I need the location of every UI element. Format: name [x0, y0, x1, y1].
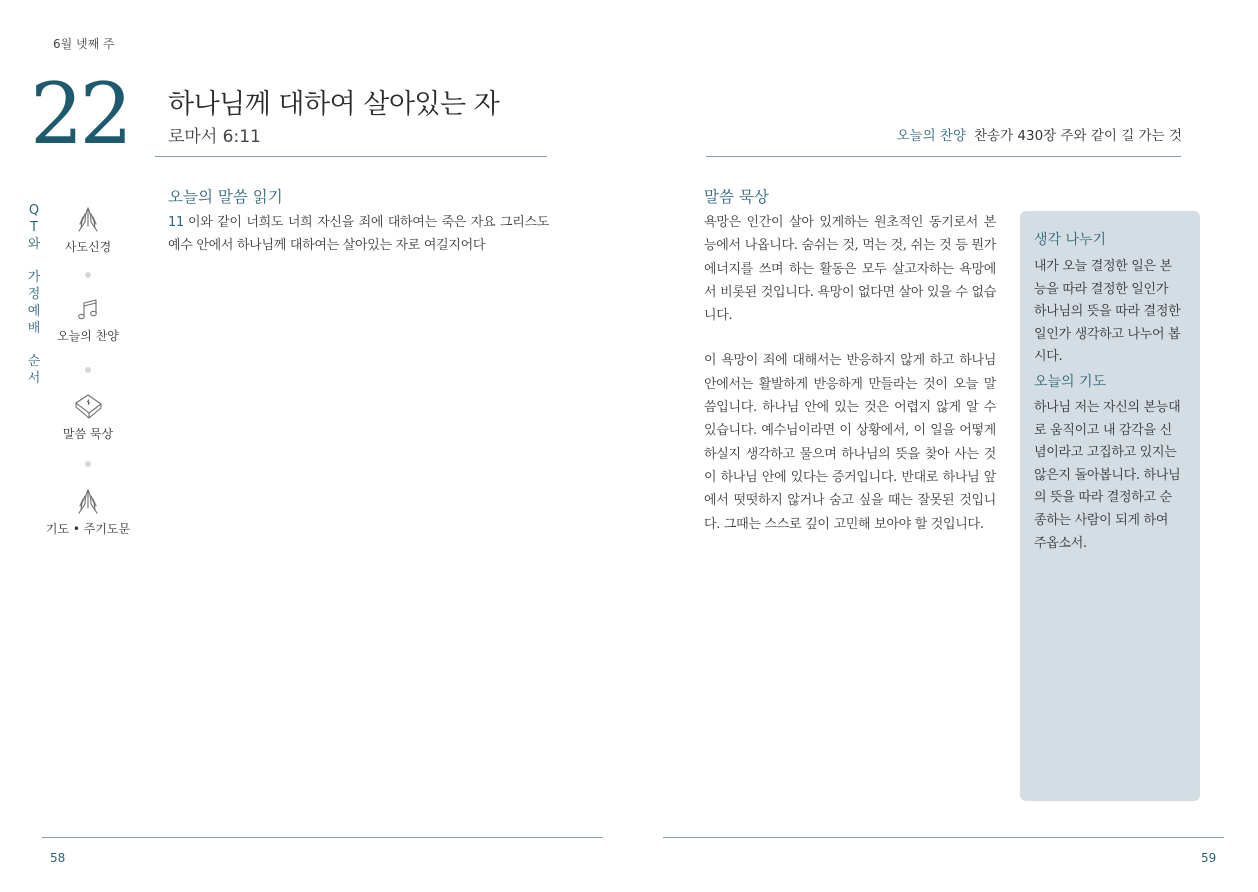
- verse-number: 11: [168, 215, 184, 230]
- step-label: 기도 • 주기도문: [45, 522, 131, 536]
- page-number-left: 58: [50, 851, 66, 865]
- step-separator-dot: [85, 461, 91, 467]
- qt-order-vertical-label: Q T 와 가 정 예 배 순 서: [27, 203, 41, 386]
- week-label: 6월 넷째 주: [53, 37, 115, 51]
- meditation-body: [704, 211, 996, 536]
- hymn-text: 찬송가 430장 주와 같이 길 가는 것: [973, 128, 1182, 144]
- step-separator-dot: [85, 272, 91, 278]
- todays-hymn: [896, 124, 1182, 144]
- step-separator-dot: [85, 367, 91, 373]
- step-meditation: [43, 391, 133, 442]
- step-label: 사도신경: [64, 240, 112, 254]
- share-thoughts-title: 생각 나누기: [1034, 232, 1107, 248]
- todays-prayer-title: 오늘의 기도: [1034, 374, 1107, 390]
- meditation-paragraph: 욕망은 인간이 살아 있게하는 원초적인 동기로서 본능에서 나옵니다. 숨쉬는 것, 먹는 것, 쉬는 것 등 뭔가 에너지를 쓰며 하는 활동은 모두 살고자하는 욕망에서 비롯된 것입니다. 욕망이 없다면 살아 있을 수 없습니다.: [704, 215, 996, 324]
- title-rule: [155, 156, 547, 157]
- footer-rule-left: [42, 837, 603, 838]
- reading-section-title: 오늘의 말씀 읽기: [168, 188, 283, 206]
- meditation-section-title: 말씀 묵상: [704, 188, 769, 206]
- page-title: 하나님께 대하여 살아있는 자: [168, 89, 500, 120]
- step-todays-hymn: [43, 297, 133, 344]
- praying-hands-icon: [73, 486, 103, 516]
- step-label: 말씀 묵상: [62, 427, 114, 441]
- day-number: 22: [30, 65, 129, 163]
- scripture-reference: 로마서 6:11: [168, 127, 261, 147]
- praying-hands-icon: [73, 204, 103, 234]
- todays-prayer-text: 하나님 저는 자신의 본능대로 움직이고 내 감각을 신념이라고 고집하고 있지는 않은지 돌아봅니다. 하나님의 뜻을 따라 결정하고 순종하는 사람이 되게 하여 주옵소서.: [1034, 400, 1181, 551]
- music-note-icon: [75, 297, 101, 323]
- footer-rule-right: [663, 837, 1224, 838]
- meditation-paragraph: 이 욕망이 죄에 대해서는 반응하지 않게 하고 하나님 안에서는 활발하게 반응하게 만들라는 것이 오늘 말씀입니다. 하나님 안에 있는 것은 어렵지 않게 알 수 있습니다. 예수님이라면 이 상황에서, 이 일을 어떻게 하실지 생각하고 물으며 하나님의 뜻을 찾아 사는 것이 하나님 안에 있다는 증거입니다. 반대로 하나님 앞에서 떳떳하지 않거나 숨고 싶을 때는 잘못된 것입니다. 그때는 스스로 깊이 고민해 보아야 할 것입니다.: [704, 353, 996, 532]
- bible-icon: [72, 391, 104, 421]
- share-thoughts-text: 내가 오늘 결정한 일은 본능을 따라 결정한 일인가 하나님의 뜻을 따라 결정한 일인가 생각하고 나누어 봅시다.: [1034, 259, 1181, 365]
- step-prayer: [43, 486, 133, 537]
- verse-text: 이와 같이 너희도 너희 자신을 죄에 대하여는 죽은 자요 그리스도 예수 안에서 하나님께 대하여는 살아있는 자로 여길지어다: [168, 215, 549, 254]
- hymn-label: 오늘의 찬양: [896, 128, 966, 144]
- page-number-right: 59: [1201, 851, 1217, 865]
- hymn-rule: [706, 156, 1181, 157]
- reading-verse: [168, 211, 549, 258]
- step-label: 오늘의 찬양: [57, 329, 119, 343]
- step-apostles-creed: [43, 204, 133, 255]
